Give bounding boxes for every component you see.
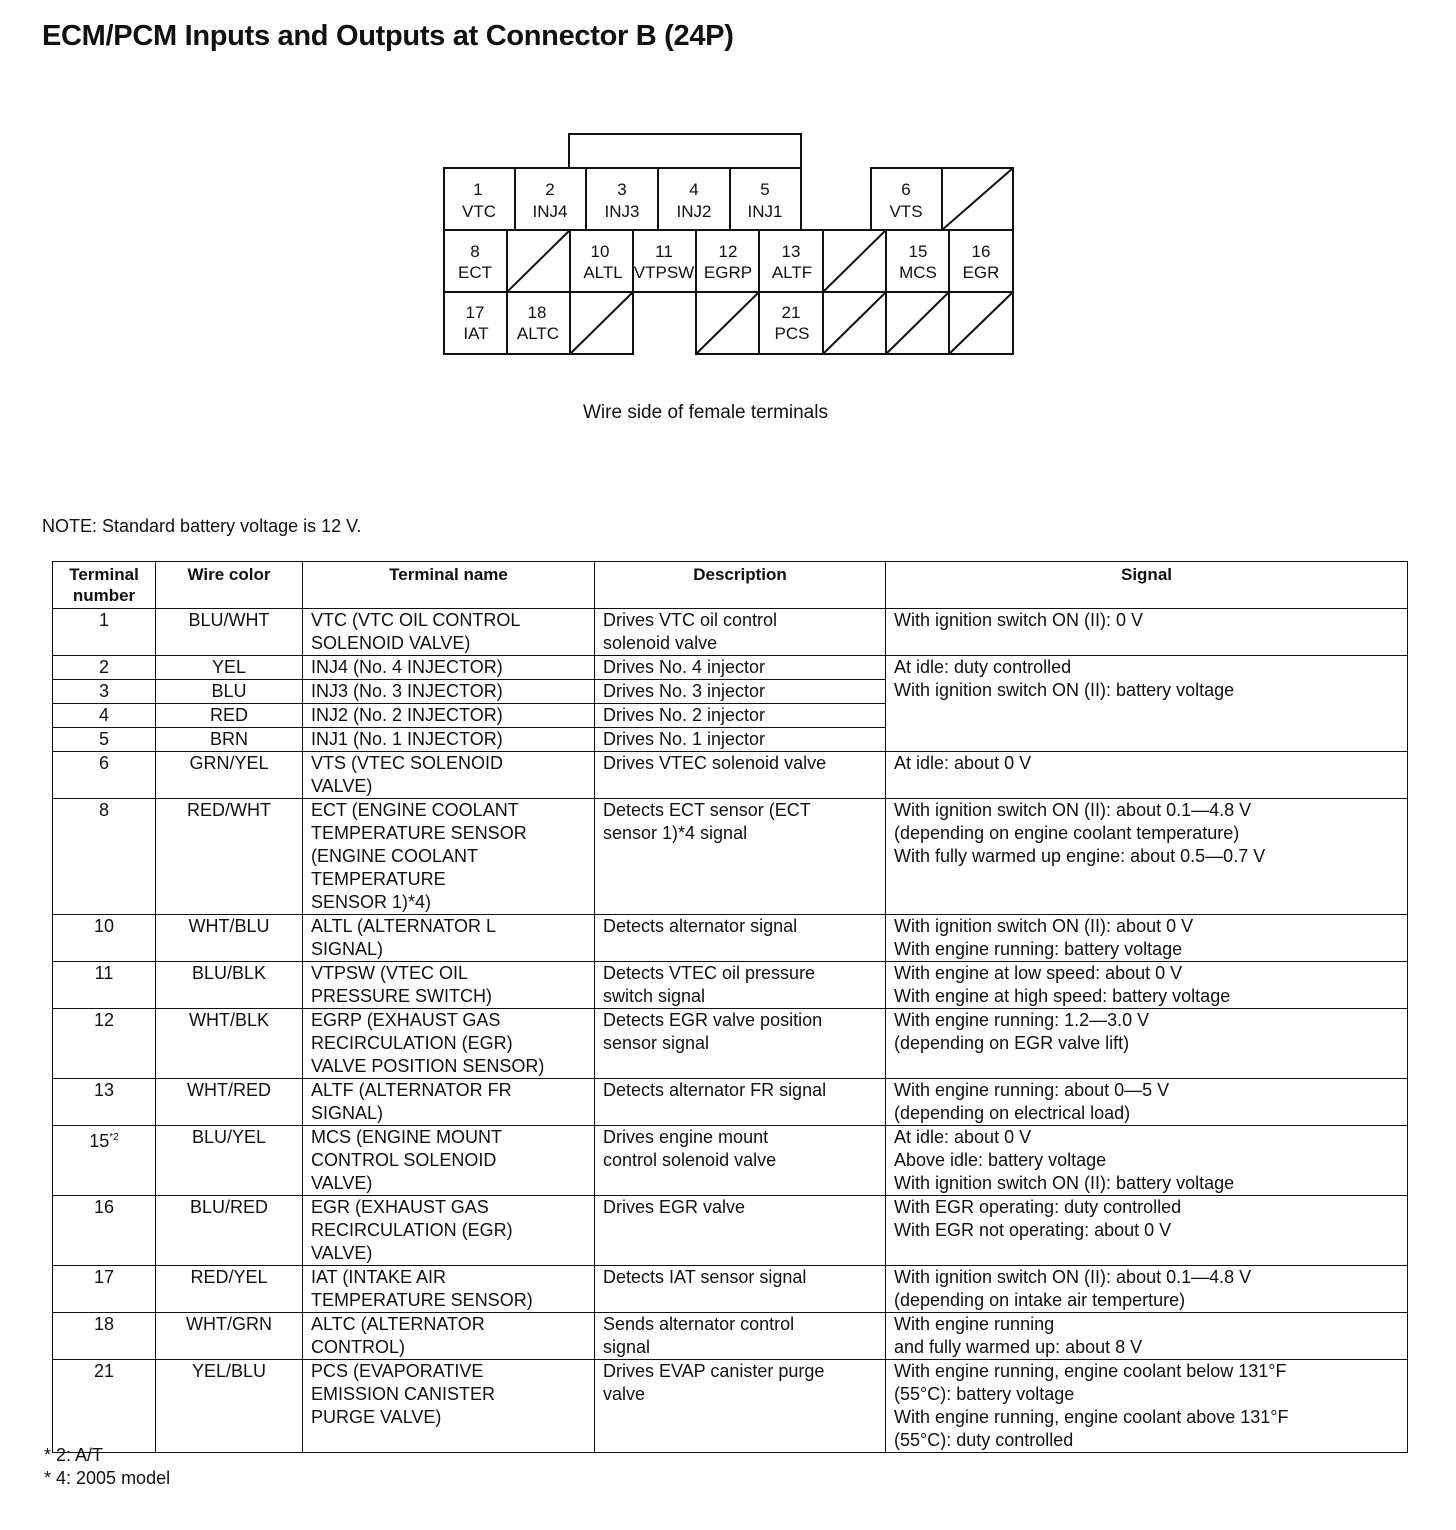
terminal-name: ALTF (ALTERNATOR FR SIGNAL) [303,1079,595,1126]
wire-color: WHT/BLK [156,1009,303,1079]
terminal-name: VTPSW (VTEC OIL PRESSURE SWITCH) [303,962,595,1009]
table-row [53,915,1408,962]
description: Detects IAT sensor signal [595,1266,886,1313]
pin-8-number: 8 [470,242,480,261]
terminal-number: 2 [53,656,156,680]
io-table [52,561,1408,1453]
pin-5-number: 5 [760,180,770,199]
header-signal: Signal [886,562,1408,609]
pin-11-code: VTPSW [633,263,695,282]
pin-10-code: ALTL [583,263,623,282]
signal: With EGR operating: duty controlled With EGR not operating: about 0 V [886,1196,1408,1266]
table-row [53,799,1408,915]
description: Drives No. 1 injector [595,728,886,752]
terminal-number: 5 [53,728,156,752]
pin-13-code: ALTF [771,263,813,282]
terminal-number: 18 [53,1313,156,1360]
signal: With engine running: 1.2—3.0 V (depending on EGR valve lift) [886,1009,1408,1079]
pin-16-number: 16 [971,242,991,261]
terminal-name: EGRP (EXHAUST GAS RECIRCULATION (EGR) VALVE POSITION SENSOR) [303,1009,595,1079]
pin-21-number: 21 [781,303,801,322]
description: Drives VTC oil control solenoid valve [595,609,886,656]
pin-12-number: 12 [718,242,738,261]
description: Drives EGR valve [595,1196,886,1266]
terminal-number: 12 [53,1009,156,1079]
pin-18-number: 18 [527,303,547,322]
terminal-number: 13 [53,1079,156,1126]
wire-color: RED/WHT [156,799,303,915]
wire-color: BLU/YEL [156,1126,303,1196]
table-row [53,1126,1408,1196]
wire-color: RED/YEL [156,1266,303,1313]
description: Drives engine mount control solenoid valve [595,1126,886,1196]
signal: With engine running: about 0—5 V (depending on electrical load) [886,1079,1408,1126]
pin-5-code: INJ1 [747,202,783,221]
pin-12-code: EGRP [703,263,753,282]
blank-cavity-14 [823,230,886,292]
connector-svg [443,132,1015,356]
terminal-name: EGR (EXHAUST GAS RECIRCULATION (EGR) VALVE) [303,1196,595,1266]
footnote-ref-at: *2 [109,1132,119,1143]
terminal-name: MCS (ENGINE MOUNT CONTROL SOLENOID VALVE) [303,1126,595,1196]
pin-6-number: 6 [901,180,911,199]
terminal-number [53,1126,156,1196]
signal: With engine running, engine coolant below 131°F (55°C): battery voltage With engine running, engine coolant above 131°F (55°C): duty controlled [886,1360,1408,1453]
signal: With ignition switch ON (II): about 0.1—4.8 V (depending on intake air temperture) [886,1266,1408,1313]
blank-cavity-19 [570,292,633,354]
table-row [53,962,1408,1009]
pin-8-code: ECT [458,263,492,282]
description: Drives No. 4 injector [595,656,886,680]
description: Detects alternator signal [595,915,886,962]
wire-color: WHT/GRN [156,1313,303,1360]
terminal-number-value: 15 [89,1131,110,1151]
signal-injectors: At idle: duty controlled With ignition switch ON (II): battery voltage [886,656,1408,752]
table-row [53,609,1408,656]
blank-cavity-23 [886,292,949,354]
terminal-name: VTC (VTC OIL CONTROL SOLENOID VALVE) [303,609,595,656]
terminal-number: 8 [53,799,156,915]
signal: With engine running and fully warmed up: about 8 V [886,1313,1408,1360]
terminal-name: INJ4 (No. 4 INJECTOR) [303,656,595,680]
table-row [53,1313,1408,1360]
connector-caption: Wire side of female terminals [583,402,828,423]
blank-cavity-9 [507,230,570,292]
description: Detects alternator FR signal [595,1079,886,1126]
terminal-name: ALTL (ALTERNATOR L SIGNAL) [303,915,595,962]
description: Drives No. 2 injector [595,704,886,728]
pin-1-number: 1 [473,180,483,199]
pin-15-code: MCS [899,263,937,282]
table-row [53,1266,1408,1313]
terminal-number: 16 [53,1196,156,1266]
pin-13-number: 13 [781,242,801,261]
pin-2-code: INJ4 [532,202,568,221]
page-title: ECM/PCM Inputs and Outputs at Connector B (24P) [42,20,734,52]
wire-color: WHT/BLU [156,915,303,962]
terminal-number: 4 [53,704,156,728]
description: Drives No. 3 injector [595,680,886,704]
blank-cavity-7 [942,168,1013,230]
table-row [53,1196,1408,1266]
terminal-number: 10 [53,915,156,962]
pin-16-code: EGR [962,263,1000,282]
blank-cavity-22 [823,292,886,354]
terminal-name: IAT (INTAKE AIR TEMPERATURE SENSOR) [303,1266,595,1313]
terminal-name: INJ2 (No. 2 INJECTOR) [303,704,595,728]
wire-color: BRN [156,728,303,752]
description: Drives EVAP canister purge valve [595,1360,886,1453]
pin-3-code: INJ3 [604,202,640,221]
wire-color: WHT/RED [156,1079,303,1126]
table-row [53,1360,1408,1453]
footnotes [44,1444,170,1490]
signal: With ignition switch ON (II): about 0.1—4.8 V (depending on engine coolant temperature) With fully warmed up engine: about 0.5—0.7 V [886,799,1408,915]
terminal-number: 6 [53,752,156,799]
battery-voltage-note: NOTE: Standard battery voltage is 12 V. [42,516,362,536]
description: Sends alternator control signal [595,1313,886,1360]
wire-color: BLU [156,680,303,704]
pin-10-number: 10 [590,242,610,261]
header-wire-color: Wire color [156,562,303,609]
terminal-number: 11 [53,962,156,1009]
header-description: Description [595,562,886,609]
terminal-name: VTS (VTEC SOLENOID VALVE) [303,752,595,799]
table-row [53,1009,1408,1079]
wire-color: YEL/BLU [156,1360,303,1453]
terminal-number: 3 [53,680,156,704]
wire-color: BLU/WHT [156,609,303,656]
terminal-number: 17 [53,1266,156,1313]
pin-17-number: 17 [465,303,485,322]
terminal-name: INJ1 (No. 1 INJECTOR) [303,728,595,752]
terminal-number: 21 [53,1360,156,1453]
blank-cavity-20 [696,292,759,354]
connector-lock-tab [569,134,801,168]
connector-diagram [443,132,1015,356]
signal: With engine at low speed: about 0 V With engine at high speed: battery voltage [886,962,1408,1009]
description: Detects VTEC oil pressure switch signal [595,962,886,1009]
pin-2-number: 2 [545,180,555,199]
signal: At idle: about 0 V Above idle: battery voltage With ignition switch ON (II): battery voltage [886,1126,1408,1196]
table-row [53,656,1408,680]
terminal-name: ECT (ENGINE COOLANT TEMPERATURE SENSOR (ENGINE COOLANT TEMPERATURE SENSOR 1)*4) [303,799,595,915]
footnote-at: * 2: A/T [44,1445,104,1465]
pin-11-number: 11 [655,242,673,261]
signal: At idle: about 0 V [886,752,1408,799]
wire-color: YEL [156,656,303,680]
pin-21-code: PCS [774,324,810,343]
table-header-row [53,562,1408,609]
blank-cavity-24 [949,292,1013,354]
terminal-number: 1 [53,609,156,656]
wire-color: RED [156,704,303,728]
footnote-2005-model: * 4: 2005 model [44,1468,171,1488]
header-terminal-number: Terminal number [53,562,156,609]
description: Detects EGR valve position sensor signal [595,1009,886,1079]
pin-18-code: ALTC [516,324,560,343]
signal: With ignition switch ON (II): about 0 V With engine running: battery voltage [886,915,1408,962]
description: Detects ECT sensor (ECT sensor 1)*4 signal [595,799,886,915]
table-row [53,1079,1408,1126]
wire-color: BLU/RED [156,1196,303,1266]
description: Drives VTEC solenoid valve [595,752,886,799]
table-row [53,752,1408,799]
terminal-name: PCS (EVAPORATIVE EMISSION CANISTER PURGE VALVE) [303,1360,595,1453]
pin-15-number: 15 [908,242,928,261]
wire-color: GRN/YEL [156,752,303,799]
pin-17-code: IAT [463,324,489,343]
terminal-name: INJ3 (No. 3 INJECTOR) [303,680,595,704]
pin-1-code: VTC [462,202,496,221]
wire-color: BLU/BLK [156,962,303,1009]
pin-4-code: INJ2 [676,202,712,221]
pin-4-number: 4 [689,180,699,199]
pin-6-code: VTS [889,202,923,221]
signal: With ignition switch ON (II): 0 V [886,609,1408,656]
terminal-name: ALTC (ALTERNATOR CONTROL) [303,1313,595,1360]
header-terminal-name: Terminal name [303,562,595,609]
pin-3-number: 3 [617,180,627,199]
